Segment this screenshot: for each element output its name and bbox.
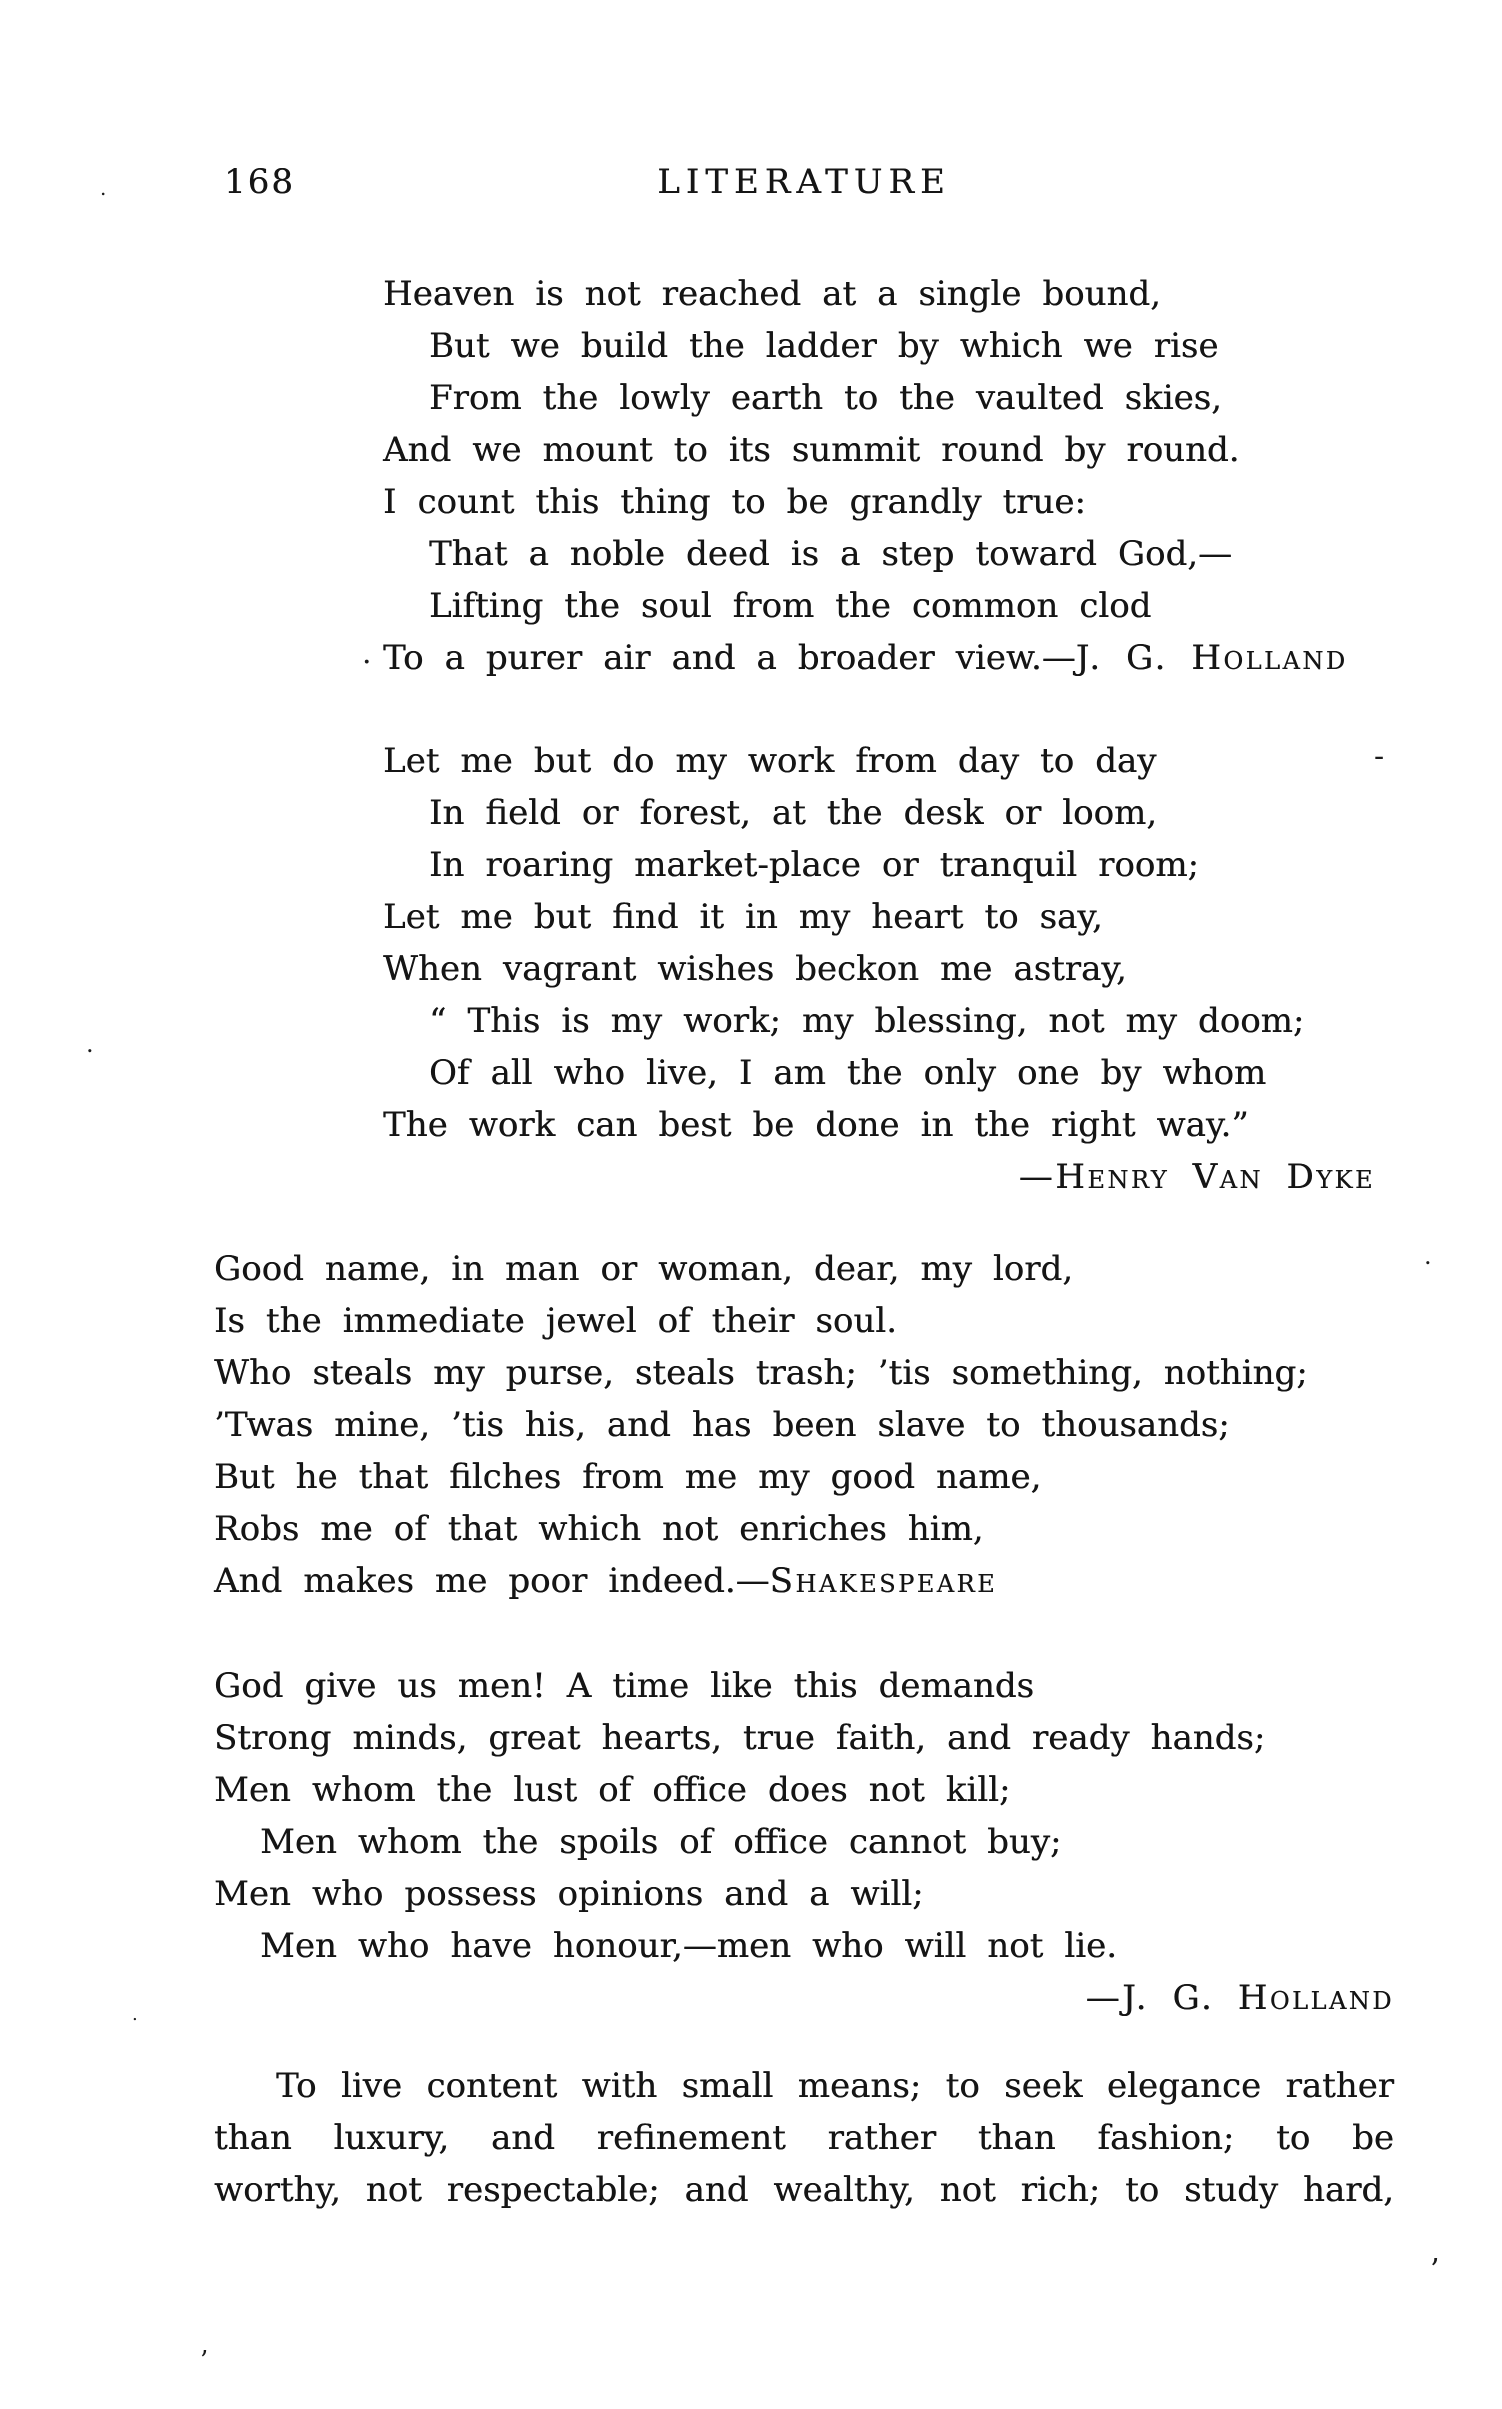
poem-line: In roaring market-place or tranquil room; <box>429 845 1199 885</box>
poem-line: But we build the ladder by which we rise <box>429 326 1219 366</box>
poem-stanza-van-dyke <box>383 735 1375 1203</box>
print-speck: . <box>86 1030 94 1058</box>
prose-line: worthy, not respectable; and wealthy, not rich; to study hard, <box>214 2170 1394 2210</box>
author-attribution: —Henry Van Dyke <box>1018 1157 1375 1197</box>
print-speck: - <box>1374 739 1385 774</box>
poem-line: Men who possess opinions and a will; <box>214 1874 924 1914</box>
author-attribution: Shakespeare <box>769 1561 998 1601</box>
poem-line: I count this thing to be grandly true: <box>383 482 1086 522</box>
poem-line-text: To a purer air and a broader view.— <box>383 638 1076 678</box>
poem-line: And we mount to its summit round by round. <box>383 430 1240 470</box>
page-number: 168 <box>224 162 295 202</box>
poem-line: Heaven is not reached at a single bound, <box>383 274 1161 314</box>
poem-line: “ This is my work; my blessing, not my doom; <box>429 1001 1305 1041</box>
print-speck: . <box>132 2004 138 2025</box>
poem-line-text: And makes me poor indeed.— <box>214 1561 770 1601</box>
poem-line: That a noble deed is a step toward God,— <box>429 534 1233 574</box>
page-title: LITERATURE <box>657 162 951 202</box>
poem-line: Of all who live, I am the only one by whom <box>429 1053 1267 1093</box>
poem-line: Lifting the soul from the common clod <box>429 586 1152 626</box>
poem-line: Strong minds, great hearts, true faith, and ready hands; <box>214 1718 1266 1758</box>
poem-line: Who steals my purse, steals trash; ’tis something, nothing; <box>214 1353 1308 1393</box>
poem-stanza-holland-1 <box>383 268 1393 684</box>
print-speck: . <box>100 176 107 200</box>
poem-line: The work can best be done in the right way.” <box>383 1105 1249 1145</box>
prose-line: than luxury, and refinement rather than fashion; to be <box>214 2118 1394 2158</box>
poem-line: God give us men! A time like this demands <box>214 1666 1035 1706</box>
poem-line <box>214 1972 1394 2024</box>
author-attribution: —J. G. Holland <box>1085 1978 1394 2018</box>
poem-line: Good name, in man or woman, dear, my lord, <box>214 1249 1074 1289</box>
poem-line: But he that filches from me my good name, <box>214 1457 1042 1497</box>
author-attribution: J. G. Holland <box>1075 638 1348 678</box>
print-speck: . <box>1424 1242 1432 1270</box>
poem-stanza-shakespeare <box>214 1243 1394 1607</box>
poem-line: When vagrant wishes beckon me astray, <box>383 949 1127 989</box>
prose-paragraph <box>214 2060 1394 2216</box>
poem-line: Men whom the spoils of office cannot buy; <box>260 1822 1062 1862</box>
poem-line <box>214 1555 1394 1607</box>
poem-line <box>383 1151 1375 1203</box>
print-speck: ’ <box>1430 2253 1440 2288</box>
poem-line: In field or forest, at the desk or loom, <box>429 793 1158 833</box>
poem-line: From the lowly earth to the vaulted skies, <box>429 378 1222 418</box>
poem-line: Is the immediate jewel of their soul. <box>214 1301 897 1341</box>
prose-line: To live content with small means; to seek elegance rather <box>276 2066 1394 2106</box>
print-speck: ’ <box>200 2346 209 2376</box>
poem-stanza-holland-2 <box>214 1660 1394 2024</box>
poem-line: Robs me of that which not enriches him, <box>214 1509 984 1549</box>
poem-line: Men who have honour,—men who will not lie. <box>260 1926 1117 1966</box>
poem-line: Let me but find it in my heart to say, <box>383 897 1103 937</box>
poem-line: ’Twas mine, ’tis his, and has been slave to thousands; <box>214 1405 1230 1445</box>
poem-line: Men whom the lust of office does not kill; <box>214 1770 1011 1810</box>
poem-line <box>383 632 1393 684</box>
print-speck: · <box>362 645 372 680</box>
page-header <box>214 156 1394 208</box>
poem-line: Let me but do my work from day to day <box>383 741 1157 781</box>
